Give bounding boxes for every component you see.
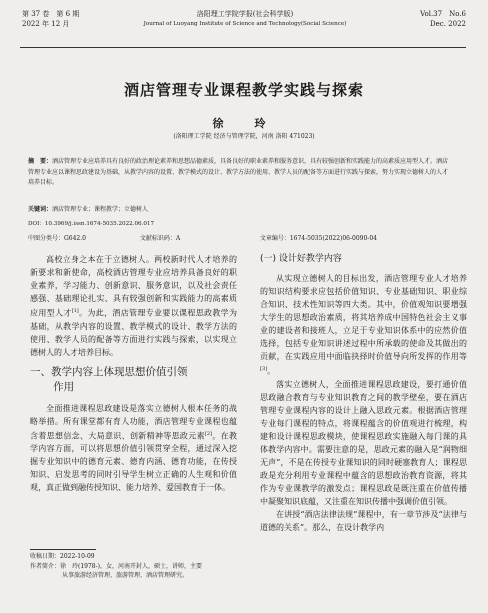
body-paragraph: 从实现立德树人的目标出发，酒店管理专业人才培养的知识结构要求应包括价值知识、专业基础知识、职业综合知识、技术性知识等四大类。其中，价值观知识要增强大学生的思想政治素质，将其培养成中国特色社会主义事业的建设者和接班人，立足于专业知识体系中的应然价值选择，包括专业知识讲述过程中所承载的使命及其做出的贡献，在实践应用中面临抉择时价值导向所发挥的作用等[3]。 bbox=[260, 274, 467, 376]
journal-name-en: Journal of Luoyang Institute of Science and Technology(Social Science) bbox=[143, 21, 347, 27]
abstract-text: 酒店管理专业应培养具有良好的政治理论素养和思想品德素质，具备良好的职业素养和服务意识，具有较强创新和实践能力的高素质应用型人才。酒店管理专业应以课程思政建设为基础，从教学内容的设置、教学模式的设计、教学方法的使用、教学人员的配备等方面进行实践与探索，努力实现立德树人的人才培养目标。 bbox=[28, 158, 449, 186]
keywords-label: 关键词： bbox=[28, 206, 53, 213]
volume-issue-en: Vol.37 No.6 bbox=[420, 10, 466, 18]
abstract bbox=[28, 157, 452, 189]
right-column bbox=[260, 253, 467, 534]
header-right bbox=[420, 9, 466, 29]
doi: DOI：10.3969/j.issn.1674-5035.2022.06.017 bbox=[28, 221, 155, 227]
body-paragraph: 全面推进课程思政建设是落实立德树人根本任务的战略举措。所有课堂都有育人功能，酒店管理专业课程也蕴含着思想信念、大局意识、创新精神等思政元素[2]。在教学内容方面，可以将思想价值引领贯穿全程，通过深入挖掘专业知识中的德育元素、德育内涵、德育功能，在传授知识、启发思考的同时引导学生树立正确的人生观和价值观，真正做到融传授知识、能力培养、爱国教育于一体。 bbox=[30, 403, 238, 493]
body-paragraph: 在讲授“酒店法律法规”课程中，有一章节涉及“法律与道德的关系”。那么，在设计教学内 bbox=[260, 509, 467, 532]
running-header bbox=[12, 9, 478, 41]
author-bio: 作者简介：徐 玲(1978-)，女，河南开封人，硕士，讲师，主要 bbox=[30, 562, 202, 570]
author-name: 徐 玲 bbox=[212, 117, 276, 130]
left-column bbox=[30, 253, 237, 494]
date-en: Dec. 2022 bbox=[430, 20, 466, 28]
citation: [2] bbox=[204, 430, 213, 437]
classification-line bbox=[28, 233, 452, 242]
volume-issue-cn: 第 37 卷 第 6 期 bbox=[22, 10, 80, 18]
footnote bbox=[30, 552, 240, 581]
journal-name-cn: 洛阳理工学院学报(社会科学版) bbox=[196, 10, 294, 18]
header-center bbox=[112, 9, 378, 29]
section-heading-1: 一、教学内容上体现思想价值引领 作用 bbox=[30, 365, 188, 393]
footnote-rule bbox=[30, 549, 96, 550]
keywords-text: 酒店管理专业；课程教学；立德树人 bbox=[52, 206, 149, 213]
article-number: 文章编号：1674-5035(2022)06-0090-04 bbox=[259, 235, 377, 242]
clc-number: 中图分类号：G642.0 bbox=[28, 235, 86, 242]
subsection-heading: (一) 设计好教学内容 bbox=[260, 254, 342, 264]
received-date: 收稿日期：2022-10-09 bbox=[30, 553, 95, 560]
document-code: 文献标识码：A bbox=[139, 235, 181, 242]
date-cn: 2022 年 12 月 bbox=[22, 20, 70, 28]
citation: [1] bbox=[71, 308, 79, 314]
body-paragraph: 落实立德树人，全面推进课程思政建设，要打通价值思政融合教育与专业知识教育之间的教学壁垒，要在酒店管理专业课程内容的设计上融入思政元素。根据酒店管理专业每门课程的特点，将课程蕴含的价值观进行梳理，构建和设计课程思政模块，使课程思政实施融入每门课的具体教学内容中。需要注意的是，思政元素的融入是“润物细无声”，不是在传授专业课知识的同时硬塞教育人；课程思政是充分利用专业课程中蕴含的思想政治教育资源，将其作为专业课教学的激发点；课程思政是既注重在价值传播中凝聚知识底蕴，又注重在知识传播中强调价值引领。 bbox=[260, 379, 467, 506]
abstract-label: 摘 要： bbox=[28, 158, 53, 165]
intro-paragraph: 高校立身之本在于立德树人。两校新时代人才培养的新要求和新使命，高校酒店管理专业应培养具备良好的职业素养，学习能力、创新意识、服务意识，以及社会责任感强、基础理论扎实、具有较强创新和实践能力的高素质应用型人才[1]。为此，酒店管理专业要以课程思政教学为基础，从教学内容的设置、教学模式的设计、教学方法的使用、教学人员的配备等方面进行实践与探索，以实现立德树人的人才培养目标。 bbox=[30, 255, 238, 357]
author-bio-cont: 从事旅游经济管理、旅游管理、酒店管理研究。 bbox=[62, 572, 189, 579]
header-rule bbox=[20, 47, 466, 48]
article-title: 酒店管理专业课程教学实践与探索 bbox=[123, 81, 364, 99]
citation: [3] bbox=[260, 366, 268, 372]
affiliation: (洛阳理工学院 经济与管理学院，河南 洛阳 471023) bbox=[173, 133, 315, 140]
header-left bbox=[22, 9, 79, 29]
keywords bbox=[28, 205, 452, 215]
